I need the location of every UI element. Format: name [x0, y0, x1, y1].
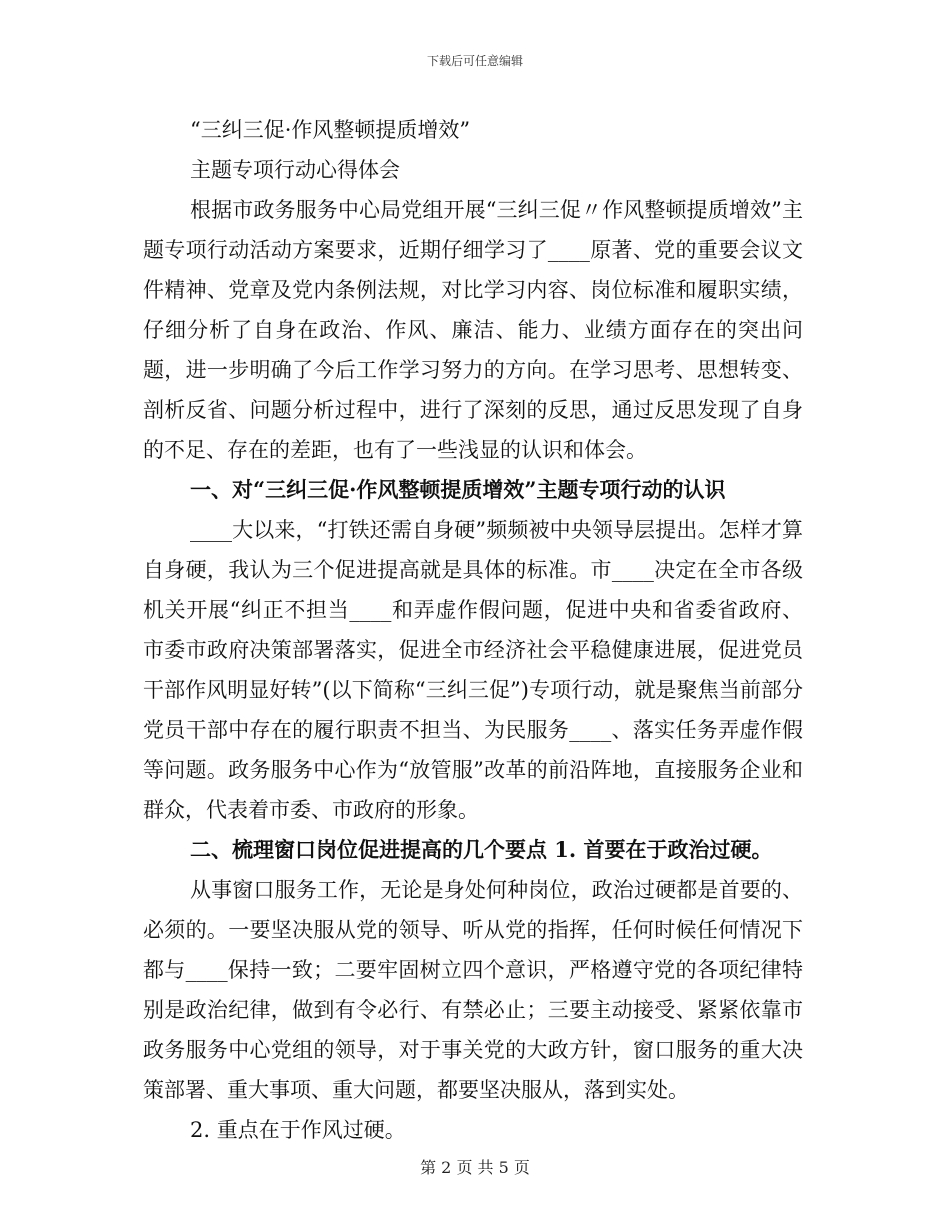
page-footer: 第 2 页 共 5 页	[420, 1158, 530, 1177]
section-2-heading: 二、梳理窗口岗位促进提高的几个要点 1. 首要在于政治过硬。	[190, 837, 773, 862]
page-header: 下载后可任意编辑	[426, 54, 523, 68]
document-body	[143, 110, 803, 1150]
point-2-heading: 2. 重点在于作风过硬。	[190, 1118, 406, 1142]
intro-paragraph: 根据市政务服务中心局党组开展“三纠三促〃作风整顿提质增效”主题专项行动活动方案要求，近期仔细学习了____原著、党的重要会议文件精神、党章及党内条例法规，对比学习内容、岗位标准和履职实绩，仔细分析了自身在政治、作风、廉洁、能力、业绩方面存在的突出问题，进一步明确了今后工作学习努力的方向。在学习思考、思想转变、剖析反省、问题分析过程中，进行了深刻的反思，通过反思发现了自身的不足、存在的差距，也有了一些浅显的认识和体会。	[143, 198, 803, 462]
section-1-heading: 一、对“三纠三促·作风整顿提质增效”主题专项行动的认识	[190, 477, 726, 502]
document-title-line-1: “三纠三促·作风整顿提质增效”	[190, 118, 471, 142]
section-1-paragraph: ____大以来，“打铁还需自身硬”频频被中央领导层提出。怎样才算自身硬，我认为三个促进提高就是具体的标准。市____决定在全市各级机关开展“纠正不担当____和弄虚作假问题，促进中央和省委省政府、市委市政府决策部署落实，促进全市经济社会平稳健康进展，促进党员干部作风明显好转”(以下简称“三纠三促”)专项行动，就是聚焦当前部分党员干部中存在的履行职责不担当、为民服务____、落实任务弄虚作假等问题。政务服务中心作为“放管服”改革的前沿阵地，直接服务企业和群众，代表着市委、市政府的形象。	[143, 518, 803, 822]
section-2-paragraph: 从事窗口服务工作，无论是身处何种岗位，政治过硬都是首要的、必须的。一要坚决服从党的领导、听从党的指挥，任何时候任何情况下都与____保持一致；二要牢固树立四个意识，严格遵守党的各项纪律特别是政治纪律，做到有令必行、有禁必止；三要主动接受、紧紧依靠市政务服务中心党组的领导，对于事关党的大政方针，窗口服务的重大决策部署、重大事项、重大问题，都要坚决服从，落到实处。	[143, 878, 803, 1102]
document-title-line-2: 主题专项行动心得体会	[190, 158, 400, 182]
